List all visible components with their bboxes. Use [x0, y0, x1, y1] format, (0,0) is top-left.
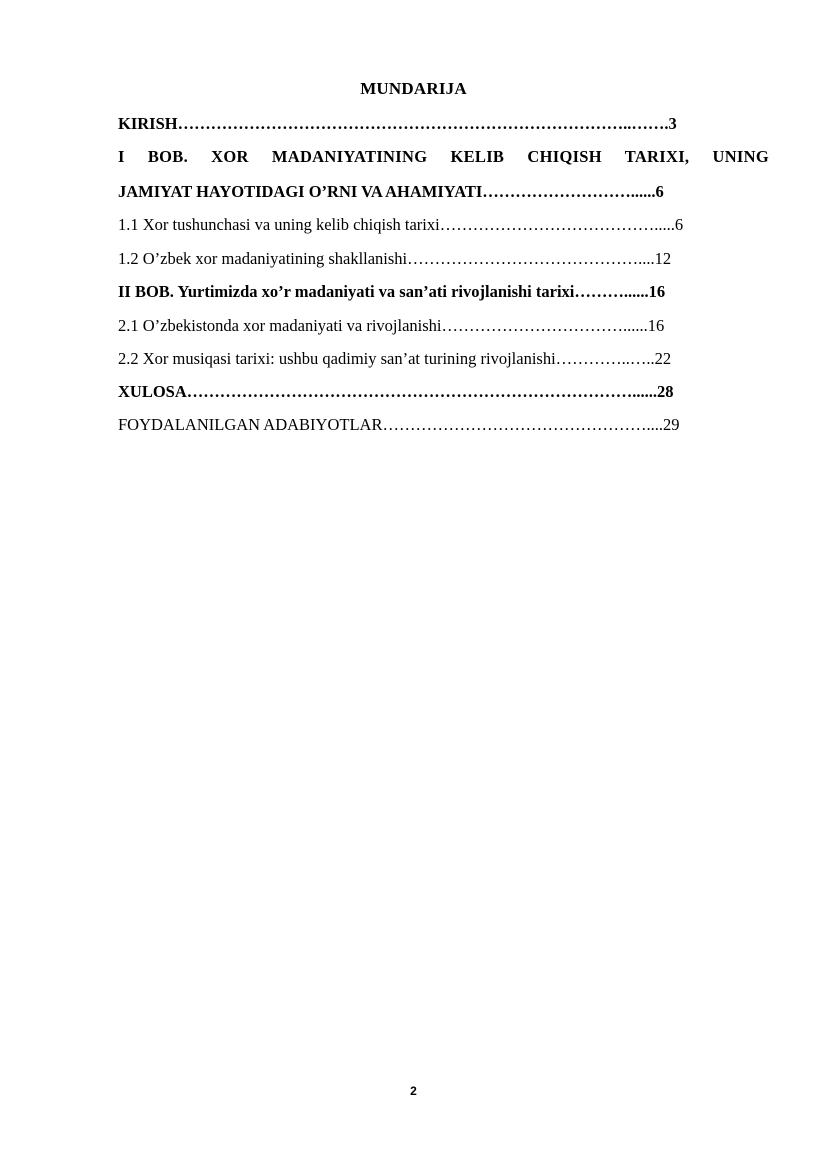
page-title: MUNDARIJA [360, 79, 467, 98]
toc-entry-section-1-2: 1.2 O’zbek xor madaniyatining shakllanishi……………………………………....12 [118, 249, 672, 268]
toc-entry-section-1-1: 1.1 Xor tushunchasi va uning kelib chiqish tarixi………………………………….....6 [118, 215, 684, 234]
toc-entry-xulosa: XULOSA………………………………………………………………………......28 [118, 382, 674, 401]
toc-entry-kirish: KIRISH………………………………………………………………………..…….3 [118, 114, 677, 133]
toc-entry-references: FOYDALANILGAN ADABIYOTLAR…………………………………………....29 [118, 415, 680, 434]
toc-entry-chapter-2: II BOB. Yurtimizda xo’r madaniyati va san’ati rivojlanishi tarixi………......16 [118, 282, 666, 301]
toc-entry-chapter-1-line-1: I BOB. XOR MADANIYATINING KELIB CHIQISH TARIXI, UNING [118, 147, 769, 166]
toc-entry-chapter-1-line-2: JAMIYAT HAYOTIDAGI O’RNI VA AHAMIYATI………………………......6 [118, 182, 664, 201]
toc-entry-section-2-2: 2.2 Xor musiqasi tarixi: ushbu qadimiy san’at turining rivojlanishi…………..…..22 [118, 349, 672, 368]
toc-entry-section-2-1: 2.1 O’zbekistonda xor madaniyati va rivojlanishi……………………………......16 [118, 316, 665, 335]
page-number: 2 [410, 1084, 417, 1098]
